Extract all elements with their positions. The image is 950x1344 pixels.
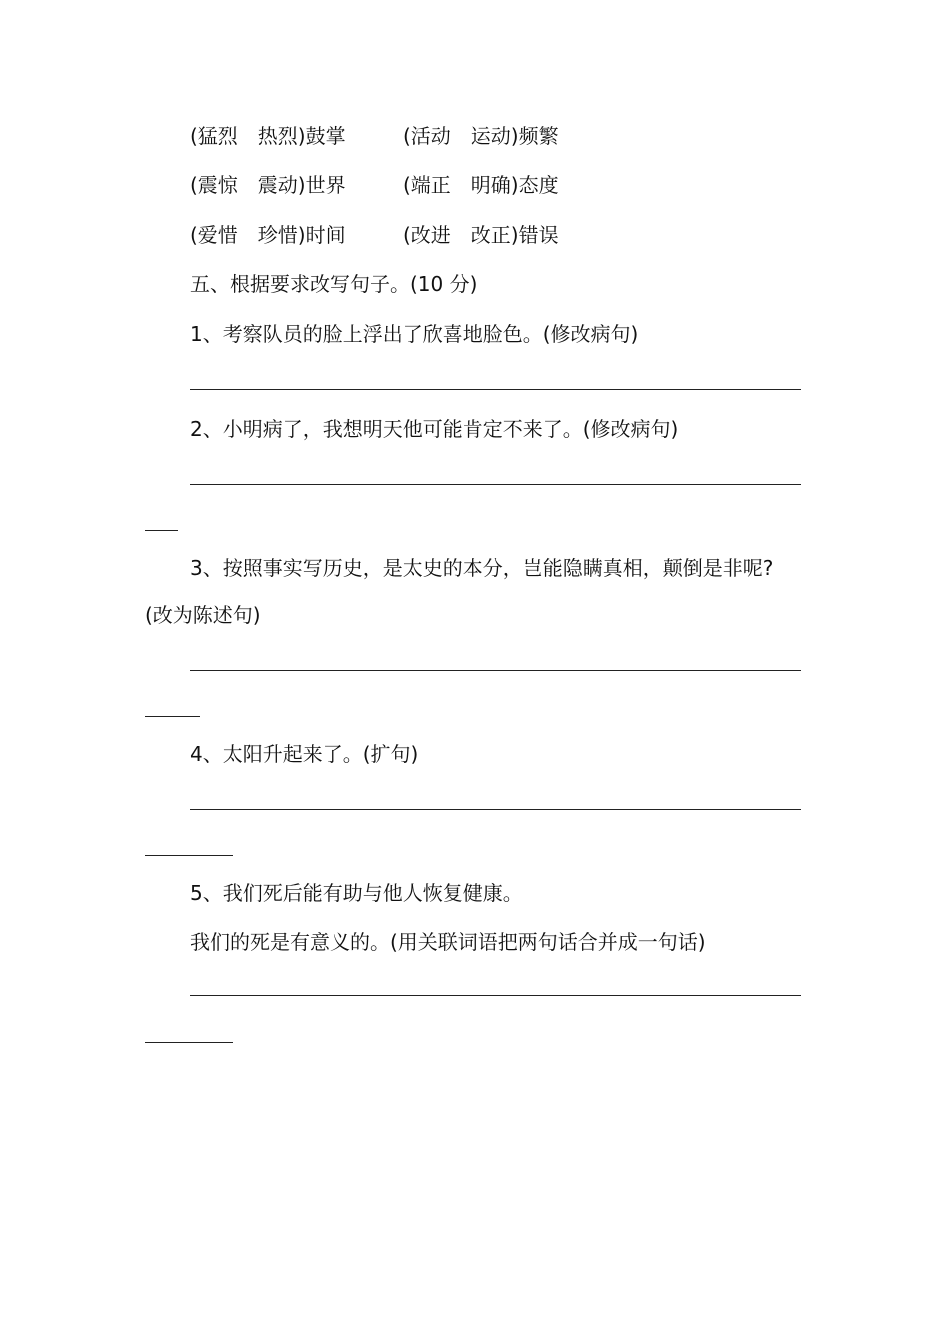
question-3-instruction: (改为陈述句) — [145, 603, 261, 627]
answer-line — [190, 389, 801, 390]
word-choice-row — [190, 124, 559, 148]
question-3: 3、按照事实写历史，是太史的本分，岂能隐瞒真相，颠倒是非呢? — [190, 556, 774, 580]
question-2: 2、小明病了，我想明天他可能肯定不来了。(修改病句) — [190, 417, 679, 441]
answer-line — [190, 995, 801, 996]
answer-line — [190, 809, 801, 810]
word-choice-left: (爱惜 珍惜)时间 — [190, 223, 346, 247]
word-choice-right: (改进 改正)错误 — [403, 223, 559, 247]
answer-line — [190, 670, 801, 671]
word-choice-row — [190, 173, 559, 197]
question-1: 1、考察队员的脸上浮出了欣喜地脸色。(修改病句) — [190, 322, 639, 346]
word-choice-row — [190, 223, 559, 247]
answer-line-continuation — [145, 855, 233, 856]
answer-line-continuation — [145, 1042, 233, 1043]
question-5: 5、我们死后能有助与他人恢复健康。 — [190, 881, 523, 905]
word-choice-right: (端正 明确)态度 — [403, 173, 559, 197]
answer-line-continuation — [145, 530, 178, 531]
word-choice-left: (猛烈 热烈)鼓掌 — [190, 124, 346, 148]
question-5-instruction: 我们的死是有意义的。(用关联词语把两句话合并成一句话) — [190, 930, 706, 954]
answer-line-continuation — [145, 716, 200, 717]
answer-line — [190, 484, 801, 485]
word-choice-left: (震惊 震动)世界 — [190, 173, 346, 197]
question-4: 4、太阳升起来了。(扩句) — [190, 742, 419, 766]
section-heading: 五、根据要求改写句子。(10 分) — [190, 272, 478, 296]
word-choice-right: (活动 运动)频繁 — [403, 124, 559, 148]
